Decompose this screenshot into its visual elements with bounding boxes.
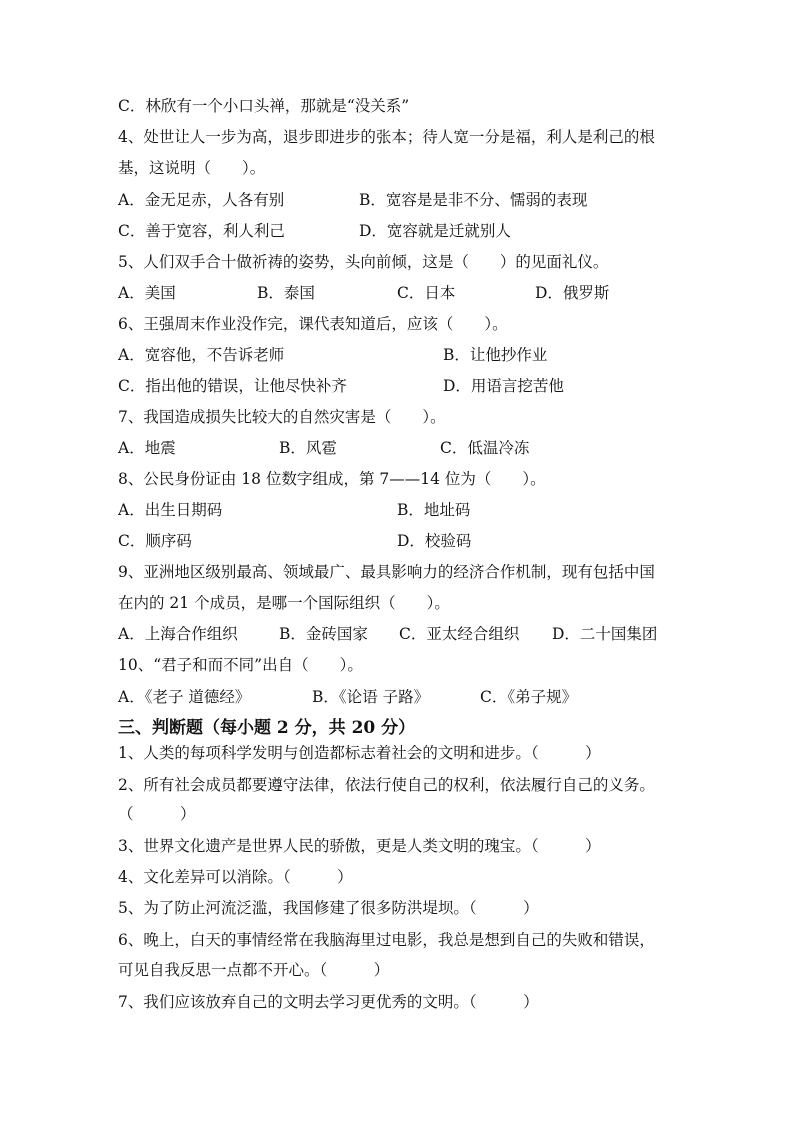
q8-question: 8、公民身份证由 18 位数字组成，第 7——14 位为（ ）。 bbox=[118, 470, 546, 488]
judgment-item-5: 5、为了防止河流泛滥，我国修建了很多防洪堤坝。（ ） bbox=[118, 899, 539, 917]
q5-option-a: A．美国 bbox=[118, 284, 176, 302]
q5-option-b: B．泰国 bbox=[257, 284, 315, 302]
q4-option-b: B．宽容是是非不分、懦弱的表现 bbox=[359, 191, 588, 209]
q4-option-c: C．善于宽容，利人利己 bbox=[118, 222, 285, 240]
judgment-item-6-line2: 可见自我反思一点都不开心。（ ） bbox=[118, 961, 390, 979]
q6-option-b: B．让他抄作业 bbox=[443, 346, 548, 364]
q8-option-d: D．校验码 bbox=[397, 532, 472, 550]
judgment-item-7: 7、我们应该放弃自己的文明去学习更优秀的文明。（ ） bbox=[118, 993, 539, 1011]
judgment-item-3: 3、世界文化遗产是世界人民的骄傲，更是人类文明的瑰宝。（ ） bbox=[118, 837, 601, 855]
q10-option-a: A．《老子 道德经》 bbox=[118, 688, 251, 706]
q8-option-c: C．顺序码 bbox=[118, 532, 192, 550]
judgment-item-6-line1: 6、晚上，白天的事情经常在我脑海里过电影，我总是想到自己的失败和错误， bbox=[118, 931, 655, 949]
q5-option-d: D．俄罗斯 bbox=[535, 284, 610, 302]
q6-question: 6、王强周末作业没作完，课代表知道后，应该（ ）。 bbox=[118, 315, 508, 333]
q10-option-c: C．《弟子规》 bbox=[480, 688, 578, 706]
q4-question-line1: 4、处世让人一步为高，退步即进步的张本；待人宽一分是福，利人是利己的根 bbox=[118, 128, 655, 146]
judgment-item-1: 1、人类的每项科学发明与创造都标志着社会的文明和进步。（ ） bbox=[118, 744, 601, 762]
q5-option-c: C．日本 bbox=[397, 284, 456, 302]
section-heading-judgment: 三、判断题（每小题 2 分，共 20 分） bbox=[118, 718, 416, 738]
q4-option-a: A．金无足赤，人各有别 bbox=[118, 191, 285, 209]
q8-option-b: B．地址码 bbox=[397, 501, 471, 519]
q9-question-line1: 9、亚洲地区级别最高、领域最广、最具影响力的经济合作机制，现有包括中国 bbox=[118, 563, 655, 581]
q6-option-c: C．指出他的错误，让他尽快补齐 bbox=[118, 377, 347, 395]
q6-option-a: A．宽容他，不告诉老师 bbox=[118, 346, 285, 364]
q7-option-b: B．风雹 bbox=[279, 439, 337, 457]
q7-question: 7、我国造成损失比较大的自然灾害是（ ）。 bbox=[118, 408, 446, 426]
q9-option-b: B．金砖国家 bbox=[279, 625, 368, 643]
q9-question-line2: 在内的 21 个成员，是哪一个国际组织（ ）。 bbox=[118, 594, 450, 612]
q3-option-c: C．林欣有一个小口头禅，那就是“没关系” bbox=[118, 97, 410, 115]
q9-option-c: C．亚太经合组织 bbox=[399, 625, 520, 643]
q9-option-d: D．二十国集团 bbox=[552, 625, 658, 643]
judgment-item-2-line1: 2、所有社会成员都要遵守法律，依法行使自己的权利，依法履行自己的义务。 bbox=[118, 776, 655, 794]
q6-option-d: D．用语言挖苦他 bbox=[443, 377, 564, 395]
q7-option-c: C．低温冷冻 bbox=[440, 439, 530, 457]
q4-option-d: D．宽容就是迁就别人 bbox=[359, 222, 511, 240]
q4-question-line2: 基，这说明（ ）。 bbox=[118, 159, 266, 177]
q9-option-a: A．上海合作组织 bbox=[118, 625, 238, 643]
q5-question: 5、人们双手合十做祈祷的姿势，头向前倾，这是（ ）的见面礼仪。 bbox=[118, 253, 609, 271]
q7-option-a: A．地震 bbox=[118, 439, 176, 457]
q10-option-b: B．《论语 子路》 bbox=[312, 688, 430, 706]
judgment-item-2-line2: （ ） bbox=[118, 805, 196, 823]
q10-question: 10、“君子和而不同”出自（ ）。 bbox=[118, 656, 363, 674]
judgment-item-4: 4、文化差异可以消除。（ ） bbox=[118, 868, 353, 886]
q8-option-a: A．出生日期码 bbox=[118, 501, 223, 519]
